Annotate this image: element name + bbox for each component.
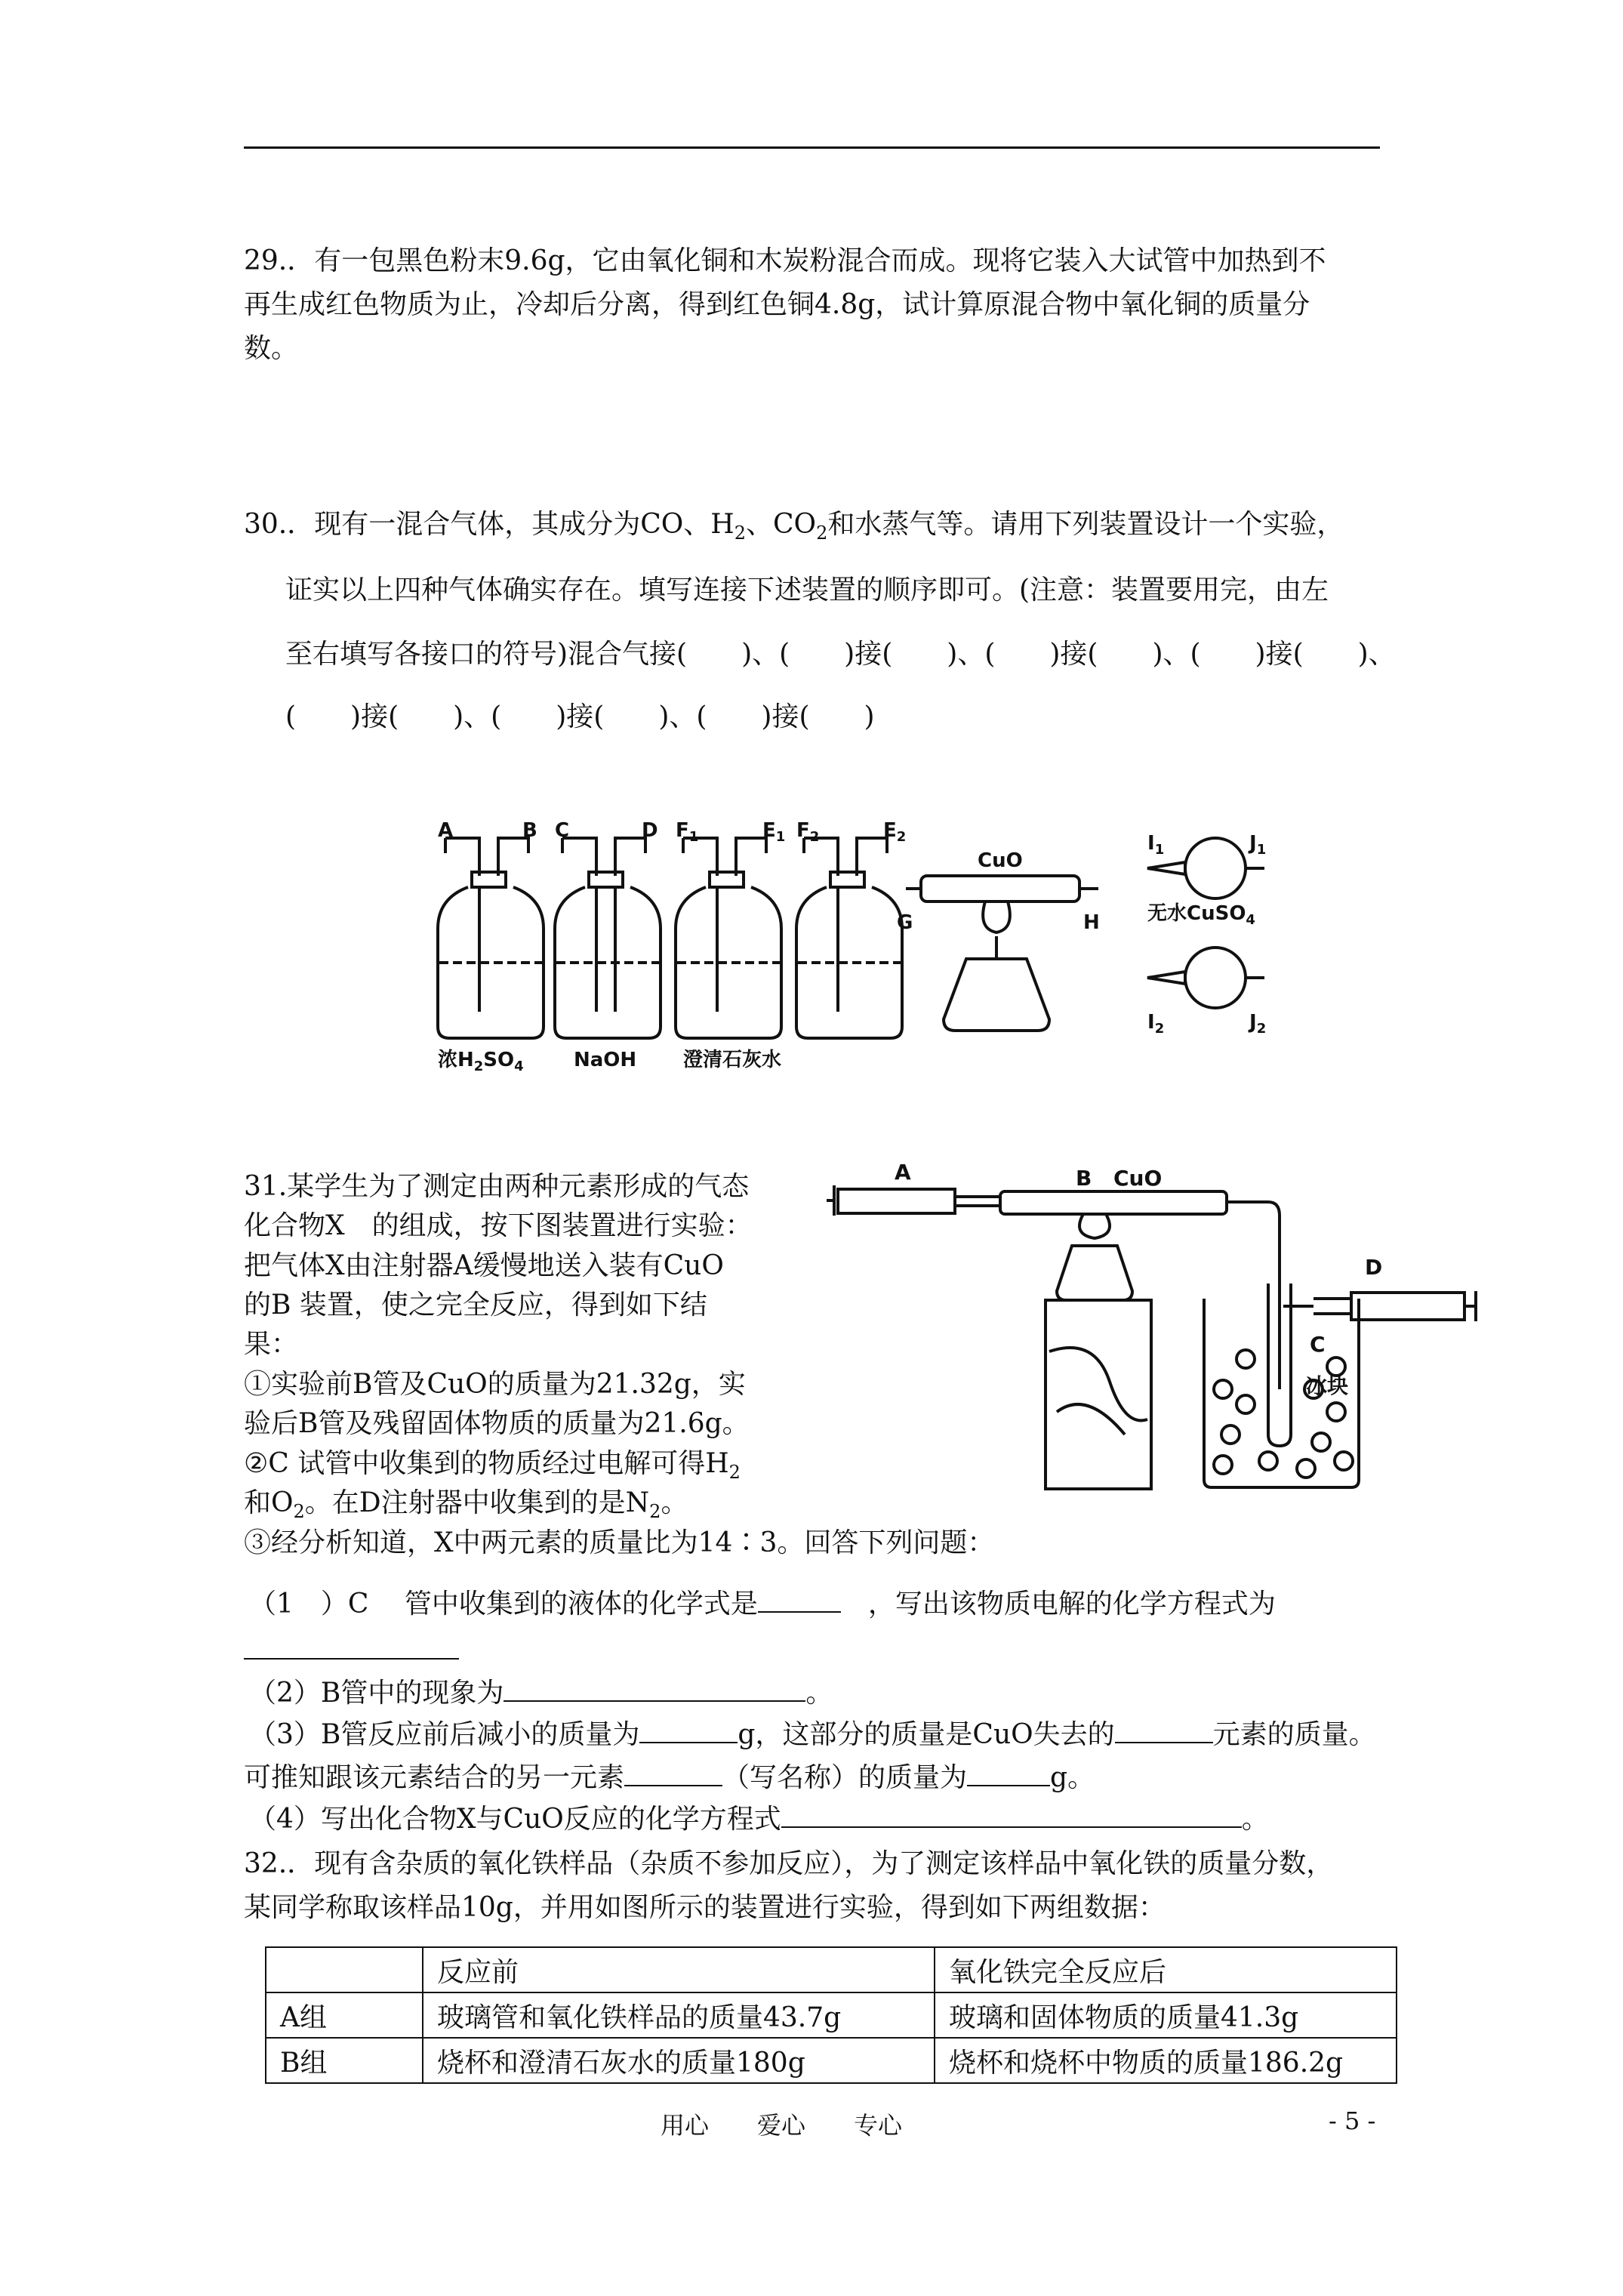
port-c-label: C <box>555 819 570 842</box>
apparatus-figure-1 <box>423 819 1267 1087</box>
q30-line-1: 30.．现有一混合气体，其成分为CO、$H_2$、$CO_2$和水蒸气等。请用下列装置设计一个实验， <box>244 509 1344 544</box>
answer-blank-1b[interactable] <box>244 1658 459 1660</box>
q31-line-6: ①实验前B管及CuO的质量为21.32g，实 <box>244 1369 746 1400</box>
q29-line-1: 29.．有一包黑色粉末9.6g，它由氧化铜和木炭粉混合而成。现将它装入大试管中加热到不 <box>244 245 1326 276</box>
table-cell <box>266 1947 423 1992</box>
table-cell: 玻璃和固体物质的质量41.3g <box>935 1992 1397 2038</box>
table-row <box>266 1992 1397 2038</box>
syringe-a <box>827 1185 1000 1216</box>
cuso4-tube-1 <box>1147 838 1264 898</box>
limewater-label: 澄清石灰水 <box>683 1049 782 1071</box>
cuo-label-fig2: CuO <box>1113 1166 1163 1191</box>
q29-line-3: 数。 <box>244 333 299 364</box>
q31-sub-1: （1 ）C 管中收集到的液体的化学式是 ，写出该物质电解的化学方程式为 <box>249 1586 1276 1623</box>
bottle-naoh <box>555 838 661 1038</box>
table-row <box>266 2038 1397 2083</box>
port-d-label: D <box>642 819 658 842</box>
q29-line-2: 再生成红色物质为止，冷却后分离，得到红色铜4.8g，试计算原混合物中氧化铜的质量分 <box>244 289 1310 320</box>
cuo-label: CuO <box>978 849 1023 872</box>
conc-h2so4-label: 浓$H_2SO_4$ <box>438 1049 524 1074</box>
table-cell: 玻璃管和氧化铁样品的质量43.7g <box>423 1992 935 2038</box>
port-i1-label: $I_1$ <box>1147 832 1165 858</box>
header-rule <box>244 146 1380 149</box>
q31-line-8: ②C 试管中收集到的物质经过电解可得$H_2$ <box>244 1448 741 1484</box>
syringe-d <box>1283 1291 1476 1321</box>
footer-motto: 用心 爱心 专心 <box>661 2111 903 2140</box>
page-number: - 5 - <box>1329 2106 1376 2135</box>
burner-b <box>1057 1246 1132 1300</box>
ice-label: 冰块 <box>1306 1373 1349 1398</box>
tube-c-label: C <box>1310 1332 1326 1357</box>
q30-line-2: 证实以上四种气体确实存在。填写连接下述装置的顺序即可。(注意：装置要用完，由左 <box>285 575 1329 606</box>
port-j1-label: $J_1$ <box>1249 832 1267 858</box>
bottle-limewater-2 <box>796 838 902 1038</box>
q30-line-3: 至右填写各接口的符号)混合气接( )、( )接( )、( )接( )、( )接( )、 <box>285 639 1396 670</box>
q32-line-2: 某同学称取该样品10g，并用如图所示的装置进行实验，得到如下两组数据： <box>244 1892 1166 1923</box>
answer-blank-1[interactable] <box>758 1586 841 1613</box>
port-j2-label: $J_2$ <box>1249 1011 1267 1037</box>
syringe-a-label: A <box>895 1160 911 1185</box>
port-h-label: H <box>1083 911 1100 934</box>
q31-sub-4: （4）写出化合物X与CuO反应的化学方程式 。 <box>249 1801 1269 1838</box>
q31-line-4: 的B 装置，使之完全反应，得到如下结 <box>244 1290 707 1321</box>
table-cell: B组 <box>266 2038 423 2083</box>
syringe-d-label: D <box>1365 1255 1383 1280</box>
q31-line-9: 和$O_2$。在D注射器中收集到的是$N_2$。 <box>244 1487 688 1523</box>
port-f2-label: $F_2$ <box>796 819 820 845</box>
q31-line-3: 把气体X由注射器A缓慢地送入装有CuO <box>244 1250 724 1281</box>
q31-sub-3b: 可推知跟该元素结合的另一元素 （写名称）的质量为 g。 <box>244 1759 1095 1796</box>
answer-blank-4[interactable] <box>1115 1716 1213 1743</box>
table-header-row <box>266 1947 1397 1992</box>
tube-b-label: B <box>1076 1166 1092 1191</box>
answer-blank-5[interactable] <box>624 1759 722 1786</box>
port-g-label: G <box>897 911 913 934</box>
port-b-label: B <box>522 819 537 842</box>
bottle-limewater-1 <box>676 838 781 1038</box>
q31-line-7: 验后B管及残留固体物质的质量为21.6g。 <box>244 1408 750 1439</box>
port-i2-label: $I_2$ <box>1147 1011 1165 1037</box>
port-a-label: A <box>438 819 454 842</box>
bottle-h2so4 <box>438 838 544 1038</box>
table-header-after: 氧化铁完全反应后 <box>935 1947 1397 1992</box>
answer-blank-7[interactable] <box>781 1801 1242 1828</box>
apparatus-figure-2 <box>823 1160 1412 1495</box>
q31-sub-2: （2）B管中的现象为 。 <box>249 1675 833 1712</box>
table-cell: 烧杯和烧杯中物质的质量186.2g <box>935 2038 1397 2083</box>
q31-line-1: 31.某学生为了测定由两种元素形成的气态 <box>244 1171 750 1202</box>
stand-block <box>1046 1300 1151 1489</box>
cuo-tube-burner <box>906 876 1098 1031</box>
port-e2-label: $E_2$ <box>883 819 907 845</box>
table-cell: A组 <box>266 1992 423 2038</box>
naoh-label: NaOH <box>574 1049 637 1071</box>
q31-line-10: ③经分析知道，X中两元素的质量比为14∶3。回答下列问题： <box>244 1527 995 1558</box>
port-f1-label: $F_1$ <box>676 819 699 845</box>
q32-line-1: 32.．现有含杂质的氧化铁样品（杂质不参加反应），为了测定该样品中氧化铁的质量分数， <box>244 1848 1334 1879</box>
q31-line-2: 化合物X 的组成，按下图装置进行实验： <box>244 1210 753 1241</box>
answer-blank-2[interactable] <box>504 1675 805 1702</box>
q31-sub-3: （3）B管反应前后减小的质量为 g，这部分的质量是CuO失去的 元素的质量。 <box>249 1716 1376 1753</box>
table-header-before: 反应前 <box>423 1947 935 1992</box>
q31-line-5: 果： <box>244 1329 299 1360</box>
q32-data-table <box>265 1946 1397 2084</box>
anhydrous-cuso4-label: 无水CuSO$_4$ <box>1147 902 1255 928</box>
port-e1-label: $E_1$ <box>762 819 786 845</box>
table-cell: 烧杯和澄清石灰水的质量180g <box>423 2038 935 2083</box>
cuso4-tube-2 <box>1147 948 1264 1008</box>
answer-blank-6[interactable] <box>967 1759 1050 1786</box>
answer-blank-3[interactable] <box>639 1716 738 1743</box>
q30-line-4: ( )接( )、( )接( )、( )接( ) <box>285 701 875 732</box>
